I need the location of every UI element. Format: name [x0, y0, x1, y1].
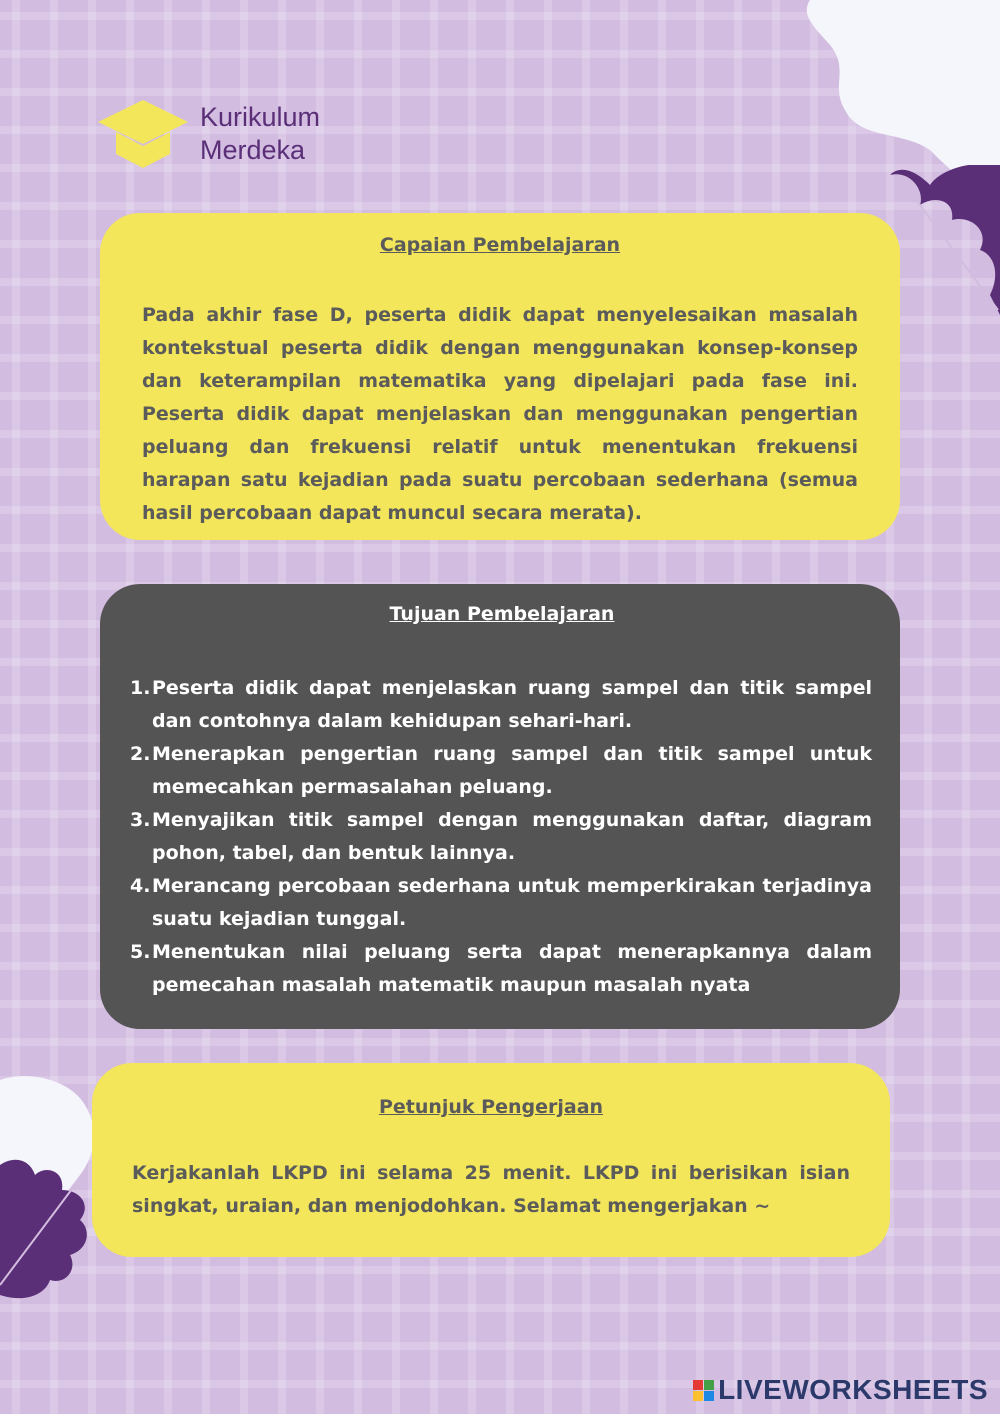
tujuan-card: [100, 584, 900, 1029]
tujuan-item-5: [132, 936, 872, 1002]
tujuan-list: [132, 672, 872, 1002]
tujuan-item-5-text: Menentukan nilai peluang serta dapat menerapkannya dalam pemecahan masalah matematik maupun masalah nyata: [152, 941, 872, 996]
petunjuk-text: Kerjakanlah LKPD ini selama 25 menit. LKPD ini berisikan isian singkat, uraian, dan menjodohkan. Selamat mengerjakan ~: [132, 1162, 850, 1217]
brand-mark-cell-4: [704, 1391, 714, 1401]
tujuan-item-5-number: 5.: [130, 941, 151, 963]
leaf-icon-bottom-left: [0, 1145, 95, 1305]
tujuan-item-4-number: 4.: [130, 875, 151, 897]
tujuan-item-2-text: Menerapkan pengertian ruang sampel dan titik sampel untuk memecahkan permasalahan peluang.: [152, 743, 872, 798]
tujuan-item-4-text: Merancang percobaan sederhana untuk memperkirakan terjadinya suatu kejadian tunggal.: [152, 875, 872, 930]
liveworksheets-brand[interactable]: [693, 1374, 988, 1406]
logo-line-1: Kurikulum: [200, 102, 321, 132]
tujuan-item-3: [132, 804, 872, 870]
tujuan-item-2: [132, 738, 872, 804]
capaian-text: Pada akhir fase D, peserta didik dapat menyelesaikan masalah kontekstual peserta didik dengan menggunakan konsep-konsep dan keterampilan matematika yang dipelajari pada fase ini. Peserta didik dapat menjelaskan dan menggunakan pengertian peluang dan frekuensi relatif untuk menentukan frekuensi harapan satu kejadian pada suatu percobaan sederhana (semua hasil percobaan dapat muncul secara merata).: [142, 304, 858, 524]
brand-mark-cell-2: [704, 1380, 714, 1390]
tujuan-item-2-number: 2.: [130, 743, 151, 765]
logo-line-2: Merdeka: [200, 135, 306, 165]
tujuan-item-4: [132, 870, 872, 936]
graduation-cap-icon: [98, 98, 188, 170]
tujuan-item-1-text: Peserta didik dapat menjelaskan ruang sampel dan titik sampel dan contohnya dalam kehidupan sehari-hari.: [152, 677, 872, 732]
liveworksheets-text: LIVEWORKSHEETS: [718, 1374, 988, 1405]
tujuan-title: Tujuan Pembelajaran: [389, 603, 615, 625]
tujuan-item-3-text: Menyajikan titik sampel dengan menggunakan daftar, diagram pohon, tabel, dan bentuk lainnya.: [152, 809, 872, 864]
tujuan-item-1-number: 1.: [130, 677, 151, 699]
liveworksheets-logo-icon: [693, 1380, 714, 1401]
logo: [98, 98, 320, 170]
capaian-card: [100, 213, 900, 540]
tujuan-item-3-number: 3.: [130, 809, 151, 831]
brand-mark-cell-1: [693, 1380, 703, 1390]
petunjuk-title: Petunjuk Pengerjaan: [378, 1096, 604, 1118]
petunjuk-card: [92, 1063, 890, 1257]
logo-text: [200, 101, 320, 167]
brand-mark-cell-3: [693, 1391, 703, 1401]
capaian-title: Capaian Pembelajaran: [379, 234, 621, 256]
tujuan-item-1: [132, 672, 872, 738]
